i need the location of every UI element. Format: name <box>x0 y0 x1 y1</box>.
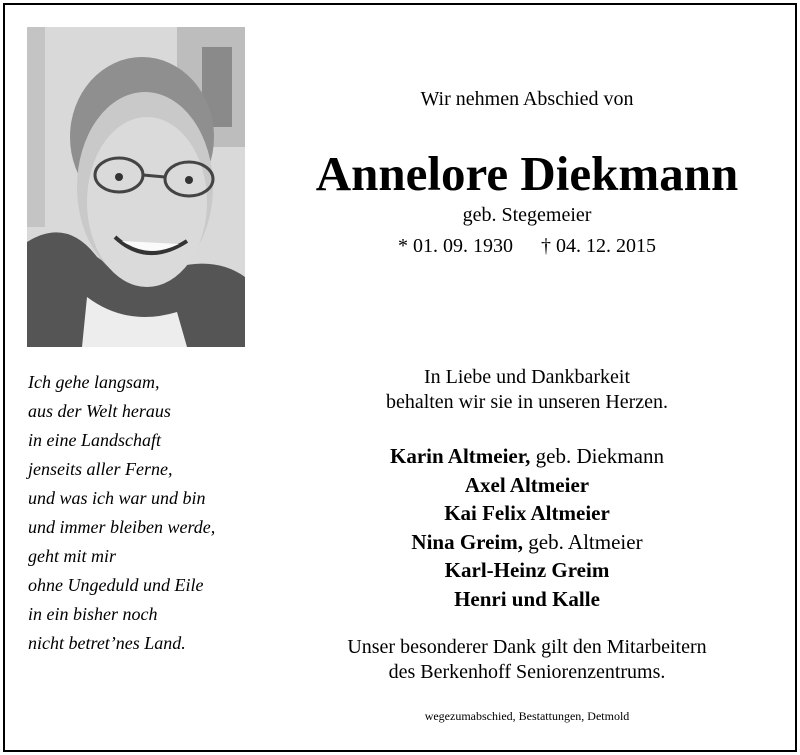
remembrance-line: In Liebe und Dankbarkeit <box>423 366 631 388</box>
poem-line: nicht betret’nes Land. <box>28 633 186 653</box>
deceased-name: Annelore Diekmann <box>315 146 739 201</box>
family-member <box>270 528 784 557</box>
intro-text: Wir nehmen Abschied von <box>420 88 634 110</box>
poem-line: in eine Landschaft <box>28 430 161 450</box>
family-list <box>270 442 784 613</box>
poem-line: und immer bleiben werde, <box>28 517 216 537</box>
family-member-note: geb. Altmeier <box>523 529 643 554</box>
birth-name: geb. Stegemeier <box>462 204 592 226</box>
poem <box>28 368 278 658</box>
family-member <box>270 556 784 585</box>
family-member-name: Karl-Heinz Greim <box>444 558 610 582</box>
family-member <box>270 471 784 500</box>
birth-date: * 01. 09. 1930 <box>398 235 513 257</box>
family-member-name: Henri und Kalle <box>454 586 600 611</box>
poem-line: aus der Welt heraus <box>28 401 171 421</box>
portrait-photo <box>27 27 245 347</box>
thanks-line: Unser besonderer Dank gilt den Mitarbeitern <box>347 636 707 658</box>
death-date: † 04. 12. 2015 <box>541 235 656 257</box>
funeral-home-credit: wegezumabschied, Bestattungen, Detmold <box>424 709 630 723</box>
poem-line: geht mit mir <box>28 546 116 566</box>
family-member <box>270 442 784 471</box>
family-member-name: Axel Altmeier <box>464 472 590 497</box>
remembrance-text <box>270 365 784 415</box>
life-dates <box>270 235 784 258</box>
family-member-name: Karin Altmeier, <box>390 444 531 468</box>
family-member-name: Kai Felix Altmeier <box>444 501 610 525</box>
family-member <box>270 499 784 528</box>
family-member <box>270 585 784 614</box>
poem-line: in ein bisher noch <box>28 604 158 624</box>
family-member-note: geb. Diekmann <box>530 444 664 468</box>
poem-line: ohne Ungeduld und Eile <box>28 575 204 595</box>
poem-line: jenseits aller Ferne, <box>28 459 173 479</box>
family-member-name: Nina Greim, <box>411 529 524 554</box>
thanks-text <box>270 635 784 685</box>
poem-line: und was ich war und bin <box>28 488 206 508</box>
poem-line: Ich gehe langsam, <box>28 372 160 392</box>
thanks-line: des Berkenhoff Seniorenzentrums. <box>388 661 666 683</box>
remembrance-line: behalten wir sie in unseren Herzen. <box>385 391 669 413</box>
